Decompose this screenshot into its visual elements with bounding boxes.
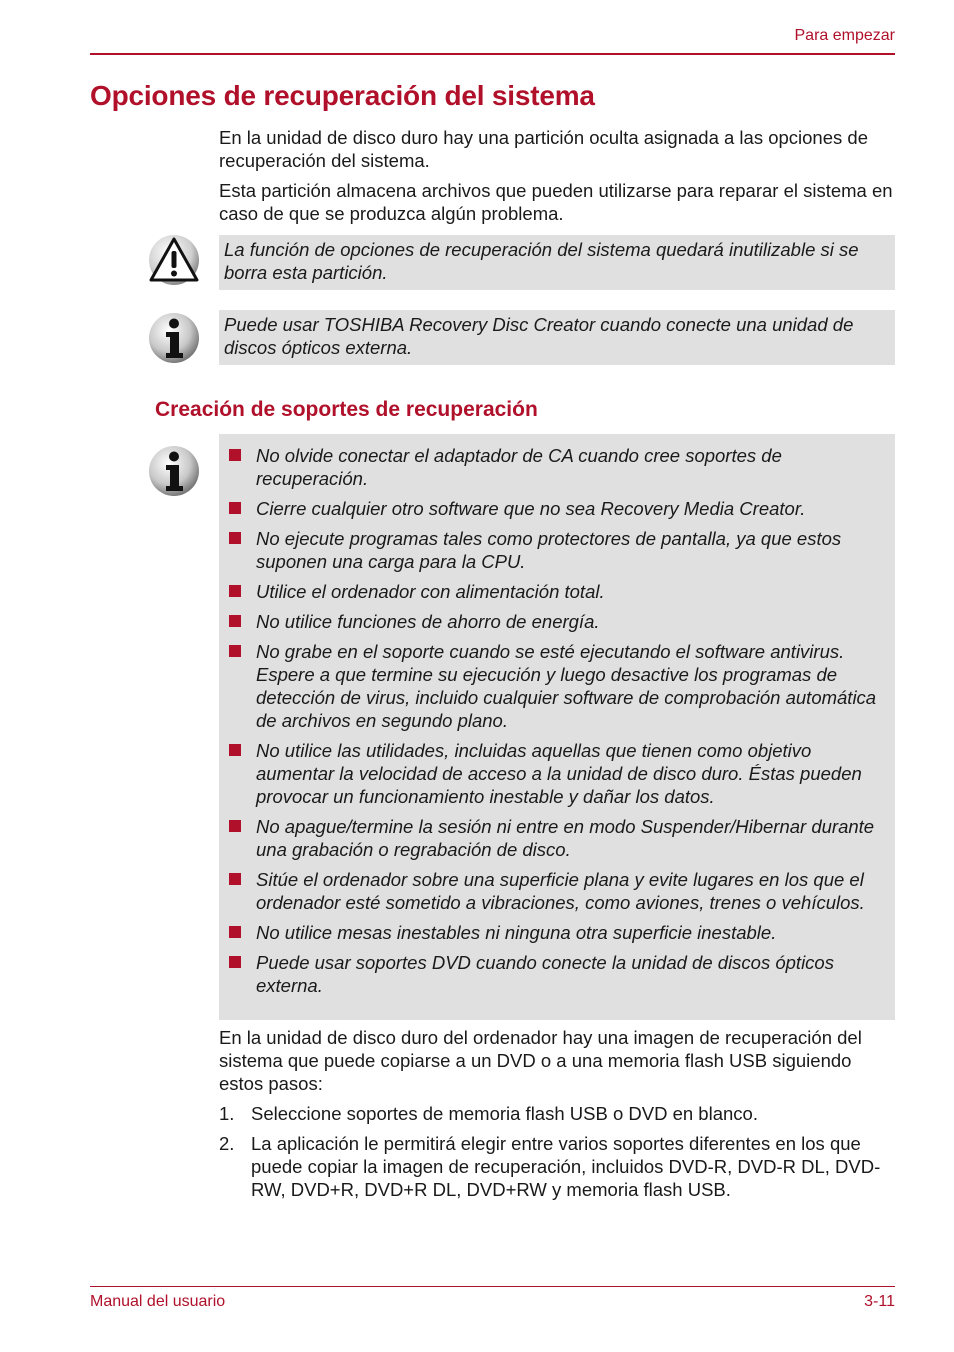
bullet-square-icon xyxy=(229,873,241,885)
info-icon xyxy=(147,444,201,498)
step-text: La aplicación le permitirá elegir entre varios soportes diferentes en los que puede copiar la imagen de recuperación, incluidos DVD-R, DVD-R DL, DVD-RW, DVD+R, DVD+R DL, DVD+RW y memoria flash USB. xyxy=(251,1133,881,1200)
recovery-tips-note xyxy=(219,434,895,1020)
list-item: Cierre cualquier otro software que no sea Recovery Media Creator. xyxy=(224,497,887,520)
step-number: 1. xyxy=(219,1103,235,1124)
page-title: Opciones de recuperación del sistema xyxy=(90,80,595,111)
procedure xyxy=(219,1026,895,1201)
subsection-title: Creación de soportes de recuperación xyxy=(155,398,538,421)
running-header: Para empezar xyxy=(794,27,895,44)
list-item: No utilice las utilidades, incluidas aquellas que tienen como objetivo aumentar la velocidad de acceso a la unidad de disco duro. Éstas pueden provocar un funcionamiento inestable y dañar los datos. xyxy=(224,739,887,808)
list-item: No grabe en el soporte cuando se esté ejecutando el software antivirus. Espere a que termine su ejecución y luego desactive los programas de detección de virus, incluido cualquier software de comprobación automática de archivos en segundo plano. xyxy=(224,640,887,732)
list-item: No utilice mesas inestables ni ninguna otra superficie inestable. xyxy=(224,921,887,944)
bullet-square-icon xyxy=(229,615,241,627)
bullet-square-icon xyxy=(229,744,241,756)
bullet-square-icon xyxy=(229,532,241,544)
procedure-steps xyxy=(219,1102,895,1201)
info-icon xyxy=(147,311,201,365)
header-rule xyxy=(90,53,895,55)
bullet-square-icon xyxy=(229,645,241,657)
bullet-square-icon xyxy=(229,820,241,832)
info-note xyxy=(219,310,895,365)
bullet-square-icon xyxy=(229,926,241,938)
footer-rule xyxy=(90,1286,895,1287)
intro-text xyxy=(219,126,895,225)
list-item xyxy=(219,1102,895,1125)
warning-note-text: La función de opciones de recuperación del sistema quedará inutilizable si se borra esta partición. xyxy=(224,239,859,283)
list-item: No ejecute programas tales como protectores de pantalla, ya que estos suponen una carga para la CPU. xyxy=(224,527,887,573)
bullet-square-icon xyxy=(229,956,241,968)
list-item xyxy=(219,1132,895,1201)
page-number: 3-11 xyxy=(864,1293,895,1310)
list-item: Puede usar soportes DVD cuando conecte la unidad de discos ópticos externa. xyxy=(224,951,887,997)
list-item: No apague/termine la sesión ni entre en modo Suspender/Hibernar durante una grabación o regrabación de disco. xyxy=(224,815,887,861)
warning-icon xyxy=(147,233,201,287)
footer-manual-title: Manual del usuario xyxy=(90,1293,226,1310)
procedure-intro: En la unidad de disco duro del ordenador hay una imagen de recuperación del sistema que puede copiarse a un DVD o a una memoria flash USB siguiendo estos pasos: xyxy=(219,1027,862,1094)
bullet-square-icon xyxy=(229,502,241,514)
step-text: Seleccione soportes de memoria flash USB o DVD en blanco. xyxy=(251,1103,758,1124)
list-item: No utilice funciones de ahorro de energía. xyxy=(224,610,887,633)
step-number: 2. xyxy=(219,1133,235,1154)
list-item: No olvide conectar el adaptador de CA cuando cree soportes de recuperación. xyxy=(224,444,887,490)
intro-paragraph: En la unidad de disco duro hay una partición oculta asignada a las opciones de recuperación del sistema. xyxy=(219,127,868,171)
recovery-tips-list xyxy=(224,444,887,997)
warning-note xyxy=(219,235,895,290)
list-item: Utilice el ordenador con alimentación total. xyxy=(224,580,887,603)
list-item: Sitúe el ordenador sobre una superficie plana y evite lugares en los que el ordenador esté sometido a vibraciones, como aviones, trenes o vehículos. xyxy=(224,868,887,914)
info-note-text: Puede usar TOSHIBA Recovery Disc Creator cuando conecte una unidad de discos ópticos externa. xyxy=(224,314,854,358)
intro-paragraph: Esta partición almacena archivos que pueden utilizarse para reparar el sistema en caso de que se produzca algún problema. xyxy=(219,180,893,224)
bullet-square-icon xyxy=(229,585,241,597)
bullet-square-icon xyxy=(229,449,241,461)
